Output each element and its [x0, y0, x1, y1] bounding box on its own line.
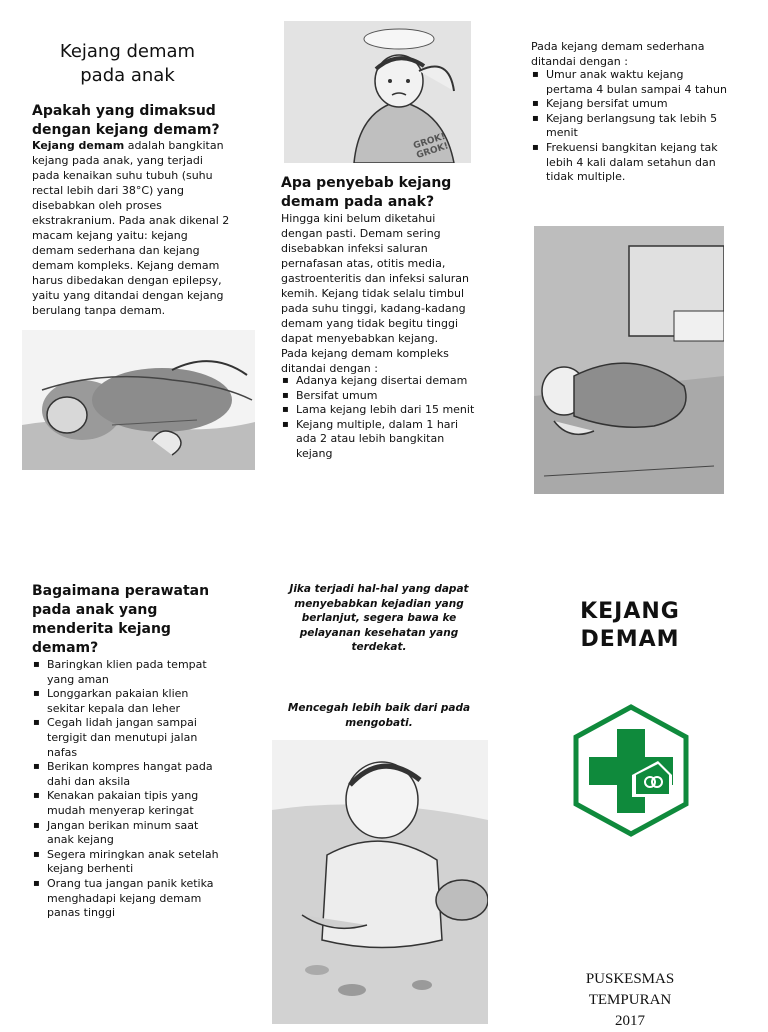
list-item: ▪ Berikan kompres hangat pada dahi dan aksila: [32, 760, 227, 789]
definition-term: Kejang demam: [32, 139, 125, 152]
list-item: ▪ Kenakan pakaian tipis yang mudah menyerap keringat: [32, 789, 227, 818]
complex-list: [281, 374, 478, 462]
illustration-child-bedroom-floor: [534, 226, 724, 494]
advice-text: Jika terjadi hal-hal yang dapat menyebabkan kejadian yang berlanjut, segera bawa ke pelayanan kesehatan yang terdekat.: [289, 583, 469, 653]
list-item: ▪ Jangan berikan minum saat anak kejang: [32, 819, 227, 848]
list-item: ▪ Kejang bersifat umum: [531, 97, 731, 112]
list-item: ▪ Frekuensi bangkitan kejang tak lebih 4 kali dalam setahun dan tidak multiple.: [531, 141, 731, 185]
cover-title: [548, 598, 712, 654]
list-item: ▪ Baringkan klien pada tempat yang aman: [32, 658, 227, 687]
illustration-child-playing-sand: [272, 740, 488, 1024]
cause-heading: Apa penyebab kejang demam pada anak?: [281, 175, 452, 210]
list-item: ▪ Umur anak waktu kejang pertama 4 bulan sampai 4 tahun: [531, 68, 731, 97]
organization-line2: TEMPURAN: [588, 992, 672, 1008]
list-item: ▪ Longgarkan pakaian klien sekitar kepala dan leher: [32, 687, 227, 716]
simple-list: [531, 68, 731, 185]
list-item: ▪ Kejang multiple, dalam 1 hari ada 2 atau lebih bangkitan kejang: [281, 418, 478, 462]
motto-text: Mencegah lebih baik dari pada mengobati.: [287, 702, 471, 729]
list-item: ▪ Adanya kejang disertai demam: [281, 374, 478, 389]
cover-title-line2: DEMAM: [580, 627, 680, 652]
illustration-child-fever-headache: [284, 21, 471, 163]
list-item: ▪ Segera miringkan anak setelah kejang berhenti: [32, 848, 227, 877]
list-item: ▪ Cegah lidah jangan sampai tergigit dan menutupi jalan nafas: [32, 716, 227, 760]
simple-intro: Pada kejang demam sederhana ditandai dengan :: [531, 40, 705, 68]
list-item: ▪ Orang tua jangan panik ketika menghadapi kejang demam panas tinggi: [32, 877, 227, 921]
cause-paragraph: Hingga kini belum diketahui dengan pasti. Demam sering disebabkan infeksi saluran pernafasan atas, otitis media, gastroenteritis dan infeksi saluran kemih. Kejang tidak selalu timbul pada suhu tinggi, kadang-kadang demam yang tidak begitu tinggi dapat menyebabkan kejang.: [281, 212, 470, 345]
puskesmas-logo-icon: [572, 703, 690, 838]
organization-name: [560, 969, 700, 1032]
care-list: [32, 658, 227, 921]
list-item: ▪ Kejang berlangsung tak lebih 5 menit: [531, 112, 731, 141]
illustration-child-seizure-floor: [22, 330, 255, 470]
complex-intro: Pada kejang demam kompleks ditandai dengan :: [281, 347, 449, 375]
definition-heading: Apakah yang dimaksud dengan kejang demam?: [32, 103, 220, 138]
leaflet-title: [30, 40, 225, 88]
leaflet-title-line2: pada anak: [80, 65, 175, 86]
care-heading: Bagaimana perawatan pada anak yang menderita kejang demam?: [32, 583, 210, 656]
leaflet-title-line1: Kejang demam: [59, 41, 196, 62]
cover-title-line1: KEJANG: [580, 599, 680, 624]
definition-paragraph: [32, 138, 232, 318]
list-item: ▪ Lama kejang lebih dari 15 menit: [281, 403, 478, 418]
illustration-snore-text: GROK! GROK!: [412, 131, 450, 162]
organization-line1: PUSKESMAS: [585, 971, 675, 987]
organization-year: 2017: [615, 1013, 645, 1029]
definition-text: adalah bangkitan kejang pada anak, yang terjadi pada kenaikan suhu tubuh (suhu rectal lebih dari 38°C) yang disebabkan oleh proses ekstrakranium. Pada anak dikenal 2 macam kejang yaitu: kejang demam sederhana dan kejang demam kompleks. Kejang demam harus dibedakan dengan epilepsy, yaitu yang ditandai dengan kejang berulang tanpa demam.: [32, 139, 230, 317]
list-item: ▪ Bersifat umum: [281, 389, 478, 404]
